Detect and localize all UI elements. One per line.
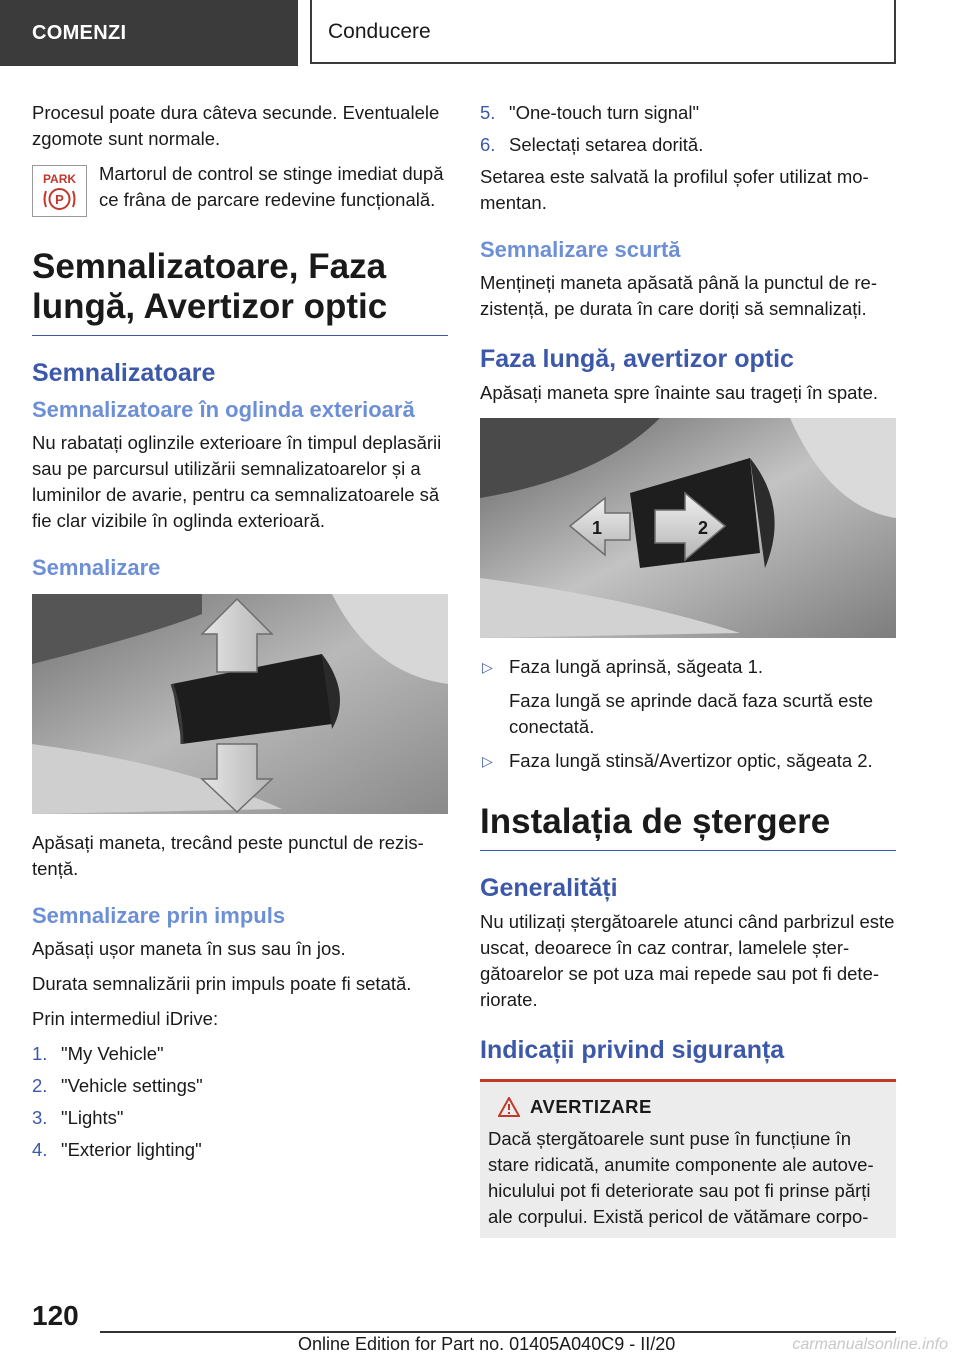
general-paragraph: Nu utilizați ștergătoarele atunci când parbrizul este uscat, deoarece în caz contrar, lamelele ștergătoarelor se pot uza mai repede sau pot fi deteriorate.: [480, 911, 895, 1010]
watermark: carmanualsonline.info: [792, 1336, 948, 1353]
park-icon-letter: P: [55, 192, 64, 207]
list-item: 1. "My Vehicle": [32, 1043, 164, 1064]
high-beam-bullets: [480, 654, 896, 774]
heading-short-signal: Semnalizare scurtă: [480, 237, 681, 262]
section-title: COMENZI: [0, 0, 298, 66]
high-beam-lever-figure: [480, 418, 896, 638]
page-number: 120: [32, 1300, 79, 1331]
parking-brake-icon: [32, 165, 87, 217]
heading-general: Generalități: [480, 874, 618, 902]
wiper-heading: Instalația de ștergere: [480, 802, 896, 851]
signal-paragraph: Apăsați maneta, trecând peste punctul de rezistență.: [32, 832, 424, 879]
impulse-paragraph-3: Prin intermediul iDrive:: [32, 1008, 219, 1029]
triangle-bullet-icon: ▷: [482, 753, 493, 769]
warning-title: AVERTIZARE: [530, 1096, 652, 1117]
left-column: [32, 100, 448, 1169]
short-signal-paragraph: Mențineți maneta apăsată până la punctul de rezistență, pe durata în care doriți să semnalizați.: [480, 272, 877, 319]
edition-footer: Online Edition for Part no. 01405A040C9 - II/20: [298, 1334, 676, 1354]
idrive-steps-continued: [480, 100, 896, 158]
park-note-text: Martorul de control se stinge imediat după ce frâna de parcare redevine funcțională.: [99, 163, 444, 210]
list-item: ▷ Faza lungă aprinsă, săgeata 1. Faza lungă se aprinde dacă faza scurtă este conectată.: [482, 656, 874, 737]
idrive-steps-list: [32, 1041, 448, 1163]
right-column: [480, 100, 896, 1238]
warning-text: Dacă ștergătoarele sunt puse în funcțiune în stare ridicată, anumite componente ale autovehiculului pot fi deteriorate sau pot fi prinse părți ale corpului. Există pericol de vătămare corpo-: [488, 1128, 874, 1227]
list-item: 4. "Exterior lighting": [32, 1139, 202, 1160]
turn-signal-lever-figure: [32, 594, 448, 814]
high-beam-paragraph: Apăsați maneta spre înainte sau trageți în spate.: [480, 382, 878, 403]
page-header: [0, 0, 960, 66]
heading-safety: Indicații privind siguranța: [480, 1036, 785, 1064]
list-item: 3. "Lights": [32, 1107, 124, 1128]
warning-icon: [498, 1097, 520, 1117]
list-item: 5. "One-touch turn signal": [480, 102, 700, 123]
intro-paragraph: Procesul poate dura câteva secunde. Eventualele zgomote sunt normale.: [32, 102, 440, 149]
heading-mirror-signals: Semnalizatoare în oglinda exterioară: [32, 397, 415, 422]
heading-high-beam: Faza lungă, avertizor optic: [480, 345, 794, 373]
arrow-label-1: 1: [592, 518, 603, 538]
list-item: 2. "Vehicle settings": [32, 1075, 203, 1096]
chapter-title: Conducere: [310, 0, 896, 64]
heading-turn-signals: Semnalizatoare: [32, 359, 216, 387]
arrow-label-2: 2: [698, 518, 709, 538]
heading-signal: Semnalizare: [32, 555, 161, 580]
impulse-paragraph-1: Apăsați ușor maneta în sus sau în jos.: [32, 938, 346, 959]
list-item: 6. Selectați setarea dorită.: [480, 134, 704, 155]
saved-paragraph: Setarea este salvată la profilul șofer utilizat momentan.: [480, 166, 869, 213]
impulse-paragraph-2: Durata semnalizării prin impuls poate fi setată.: [32, 973, 412, 994]
list-item: ▷ Faza lungă stinsă/Avertizor optic, săgeata 2.: [480, 748, 896, 774]
footer-divider: [100, 1331, 896, 1333]
warning-box: [480, 1079, 896, 1238]
triangle-bullet-icon: ▷: [482, 659, 493, 675]
heading-impulse: Semnalizare prin impuls: [32, 903, 286, 928]
main-heading: Semnalizatoare, Faza lungă, Avertizor optic: [32, 247, 448, 336]
park-icon-label: PARK: [42, 172, 77, 186]
park-note: [32, 161, 448, 213]
mirror-paragraph: Nu rabatați oglinzile exterioare în timpul deplasării sau pe parcursul utilizării semnalizatoarelor și a luminilor de avarie, pentru ca semnalizatoarele să fie clar vizibile în oglinda exterioară.: [32, 432, 442, 531]
